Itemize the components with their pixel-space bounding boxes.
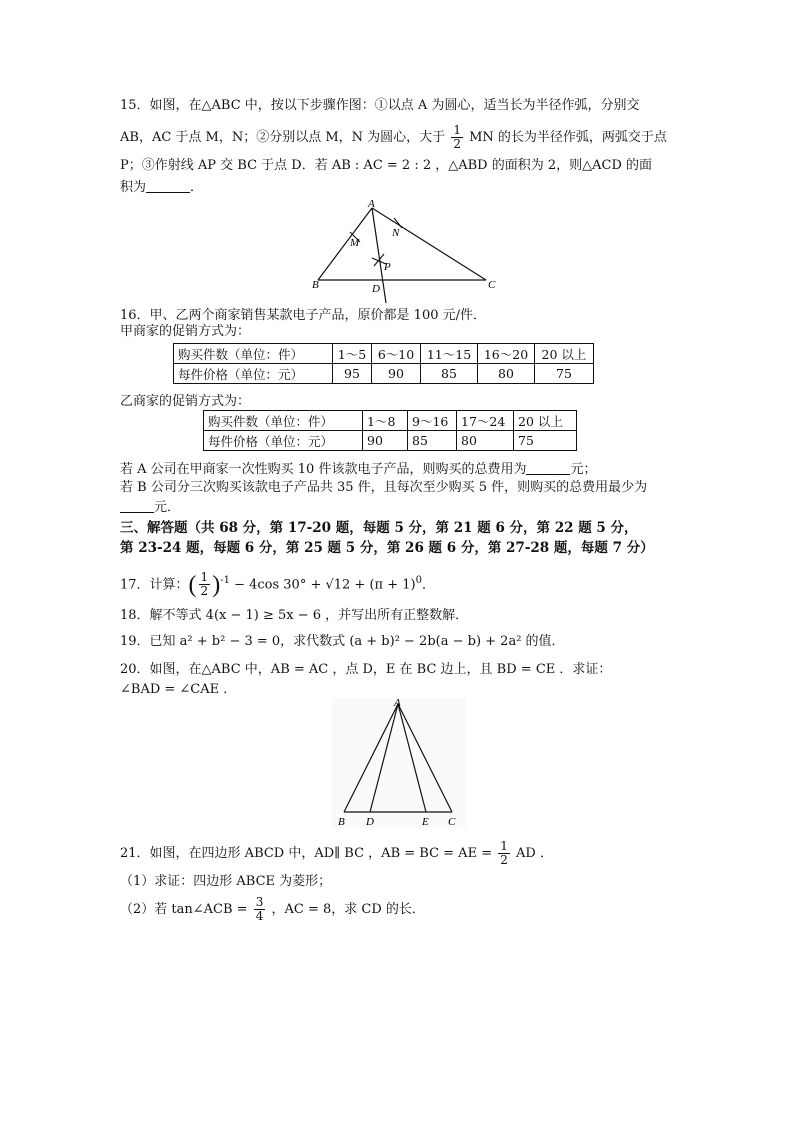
- label-d: D: [372, 283, 380, 295]
- label-a: A: [394, 698, 401, 709]
- q15-line2: [120, 124, 667, 151]
- table-row: 购买件数（单位：件） 1～8 9～16 17～24 20 以上: [204, 411, 577, 431]
- q16-question-b-end: 元．: [120, 498, 180, 518]
- yi-price-table: [203, 410, 577, 451]
- answer-blank-q15: [146, 178, 190, 193]
- q15-line2-b: MN 的长为半径作弧，两弧交于点: [469, 130, 667, 145]
- q15-triangle-figure: [306, 198, 506, 308]
- label-c: C: [488, 279, 496, 291]
- label-a: A: [368, 198, 375, 210]
- answer-blank-q16b: [120, 498, 154, 513]
- table-header-cell: 每件价格（单位：元）: [204, 431, 363, 451]
- q19-line: 19．已知 a² + b² − 3 = 0，求代数式 (a + b)² − 2b(a − b) + 2a² 的值．: [120, 634, 565, 649]
- q21-fraction: $\frac{1}{2}$: [500, 839, 508, 867]
- label-e: E: [422, 816, 429, 828]
- label-m: M: [350, 237, 360, 249]
- q16-question-b: 若 B 公司分三次购买该款电子产品共 35 件，且每次至少购买 5 件，则购买的总费用最少为: [120, 480, 648, 495]
- q21-part2: （2）若 tan∠ACB = $\frac{3}{4}$ ，AC = 8，求 CD 的长．: [120, 895, 425, 923]
- section-heading-line1: 三、解答题（共 68 分，第 17-20 题，每题 5 分，第 21 题 6 分，第 22 题 5 分，: [120, 520, 638, 536]
- section-heading-line2: 第 23-24 题，每题 6 分，第 25 题 5 分，第 26 题 6 分，第 27-28 题，每题 7 分）: [120, 540, 654, 556]
- label-p: P: [384, 261, 391, 273]
- q21-tan-fraction: $\frac{3}{4}$: [255, 895, 264, 923]
- q17-line: 17．计算：( $\frac{1}{2}$ )$^{-1}$ − 4cos $30^\circ + √12 + (\pi + 1)^0$．: [120, 570, 435, 599]
- label-c: C: [448, 816, 456, 828]
- label-n: N: [392, 227, 400, 239]
- label-d: D: [366, 816, 374, 828]
- q21-part1: （1）求证：四边形 ABCE 为菱形；: [120, 874, 332, 889]
- q15-fraction: $\frac{1}{2}$: [453, 123, 461, 151]
- label-b: B: [338, 816, 345, 828]
- q15-line2-a: AB，AC 于点 M，N；②分别以点 M，N 为圆心，大于: [120, 130, 446, 145]
- q15-line1: 15．如图，在△ABC 中，按以下步骤作图：①以点 A 为圆心，适当长为半径作弧，分别交: [120, 98, 640, 113]
- q15-line3: P；③作射线 AP 交 BC 于点 D．若 AB : AC = 2 : 2 ，△ABD 的面积为 2，则△ACD 的面: [120, 158, 653, 173]
- q20-triangle-figure: [332, 698, 466, 828]
- jia-price-table: [173, 343, 594, 384]
- q16-question-a: 若 A 公司在甲商家一次性购买 10 件该款电子产品，则购买的总费用为 元；: [120, 462, 597, 477]
- q21-line1: 21．如图，在四边形 ABCD 中，AD∥ BC ，AB = BC = AE = $\frac{1}{2}$ AD ．: [120, 839, 553, 867]
- table-header-cell: 每件价格（单位：元）: [174, 364, 333, 384]
- table-row: 每件价格（单位：元） 90 85 80 75: [204, 431, 577, 451]
- answer-blank-q16a: [526, 460, 570, 475]
- table-header-cell: 购买件数（单位：件）: [174, 344, 333, 364]
- label-b: B: [312, 279, 319, 291]
- q16-yi-title: 乙商家的促销方式为：: [120, 394, 251, 409]
- q16-intro: 16．甲、乙两个商家销售某款电子产品，原价都是 100 元/件．: [120, 308, 486, 323]
- q20-line2: ∠BAD = ∠CAE ．: [120, 682, 237, 697]
- q16-jia-title: 甲商家的促销方式为：: [120, 324, 251, 339]
- table-row: 每件价格（单位：元） 95 90 85 80 75: [174, 364, 594, 384]
- table-header-cell: 购买件数（单位：件）: [204, 411, 363, 431]
- q15-line4: 积为 ．: [120, 180, 204, 195]
- table-row: 购买件数（单位：件） 1～5 6～10 11～15 16～20 20 以上: [174, 344, 594, 364]
- q18-line: 18．解不等式 4(x − 1) ≥ 5x − 6 ，并写出所有正整数解．: [120, 608, 469, 623]
- q20-line1: 20．如图，在△ABC 中，AB = AC ，点 D，E 在 BC 边上，且 BD = CE ．求证：: [120, 662, 612, 677]
